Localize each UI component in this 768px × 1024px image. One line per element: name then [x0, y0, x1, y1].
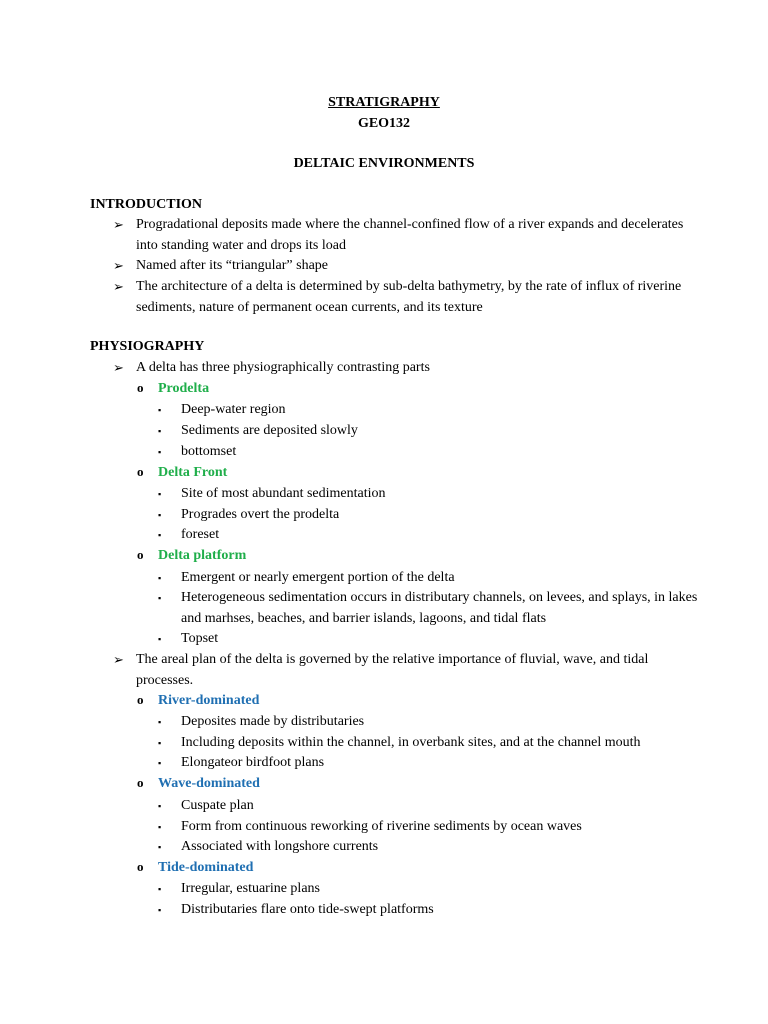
list-item-text: bottomset: [181, 444, 237, 459]
circle-bullet-icon: o: [137, 380, 144, 395]
square-bullet-icon: ▪: [158, 801, 162, 811]
circle-bullet-icon: o: [137, 775, 144, 790]
circle-bullet-icon: o: [137, 692, 144, 707]
square-bullet-icon: ▪: [158, 758, 162, 768]
list-item-text: Progrades overt the prodelta: [181, 507, 340, 522]
list-item-text: Sediments are deposited slowly: [181, 423, 358, 438]
list-item-text: Topset: [181, 631, 219, 646]
list-item-text: Including deposits within the channel, in overbank sites, and at the channel mouth: [181, 735, 641, 750]
topic-title: DELTAIC ENVIRONMENTS: [293, 156, 475, 171]
course-code: GEO132: [357, 116, 411, 131]
square-bullet-icon: ▪: [158, 905, 162, 915]
square-bullet-icon: ▪: [158, 842, 162, 852]
physiography-heading: PHYSIOGRAPHY: [90, 339, 205, 354]
type-name: Tide-dominated: [158, 860, 254, 875]
circle-bullet-icon: o: [137, 547, 144, 562]
arrow-bullet-icon: ➢: [113, 279, 124, 294]
arrow-bullet-icon: ➢: [113, 652, 124, 667]
square-bullet-icon: ▪: [158, 405, 162, 415]
type-name: Wave-dominated: [158, 776, 260, 791]
circle-bullet-icon: o: [137, 859, 144, 874]
list-item-text: Cuspate plan: [181, 798, 254, 813]
square-bullet-icon: ▪: [158, 426, 162, 436]
part-name: Delta Front: [158, 465, 228, 480]
square-bullet-icon: ▪: [158, 573, 162, 583]
list-item-text: Named after its “triangular” shape: [136, 258, 329, 273]
square-bullet-icon: ▪: [158, 447, 162, 457]
arrow-bullet-icon: ➢: [113, 258, 124, 273]
list-item-text: Deposites made by distributaries: [181, 714, 365, 729]
square-bullet-icon: ▪: [158, 717, 162, 727]
course-title: STRATIGRAPHY: [328, 95, 440, 110]
part-name: Delta platform: [158, 548, 247, 563]
list-item-text: Emergent or nearly emergent portion of the delta: [181, 570, 455, 585]
square-bullet-icon: ▪: [158, 634, 162, 644]
square-bullet-icon: ▪: [158, 593, 162, 603]
list-item-text: Associated with longshore currents: [181, 839, 379, 854]
square-bullet-icon: ▪: [158, 489, 162, 499]
square-bullet-icon: ▪: [158, 738, 162, 748]
list-item-text: Elongateor birdfoot plans: [181, 755, 325, 770]
square-bullet-icon: ▪: [158, 884, 162, 894]
list-item-text: The architecture of a delta is determined by sub-delta bathymetry, by the rate of influx of riverine sediments, nature of permanent ocean currents, and its texture: [136, 279, 682, 315]
list-item-text: Distributaries flare onto tide-swept platforms: [181, 902, 434, 917]
list-item-text: Progradational deposits made where the channel-confined flow of a river expands and decelerates into standing water and drops its load: [136, 217, 684, 253]
square-bullet-icon: ▪: [158, 510, 162, 520]
arrow-bullet-icon: ➢: [113, 217, 124, 232]
circle-bullet-icon: o: [137, 464, 144, 479]
square-bullet-icon: ▪: [158, 530, 162, 540]
list-item-text: The areal plan of the delta is governed by the relative importance of fluvial, wave, and tidal processes.: [136, 652, 649, 688]
list-item-text: Irregular, estuarine plans: [181, 881, 320, 896]
list-item-text: Deep-water region: [181, 402, 286, 417]
part-name: Prodelta: [158, 381, 210, 396]
list-item-text: Form from continuous reworking of riverine sediments by ocean waves: [181, 819, 582, 834]
list-item-text: foreset: [181, 527, 220, 542]
list-item-text: A delta has three physiographically contrasting parts: [136, 360, 430, 375]
type-name: River-dominated: [158, 693, 260, 708]
arrow-bullet-icon: ➢: [113, 360, 124, 375]
list-item-text: Heterogeneous sedimentation occurs in distributary channels, on levees, and splays, in lakes and marhses, beaches, and barrier islands, lagoons, and tidal flats: [181, 590, 698, 626]
introduction-heading: INTRODUCTION: [90, 197, 203, 212]
square-bullet-icon: ▪: [158, 822, 162, 832]
list-item-text: Site of most abundant sedimentation: [181, 486, 386, 501]
